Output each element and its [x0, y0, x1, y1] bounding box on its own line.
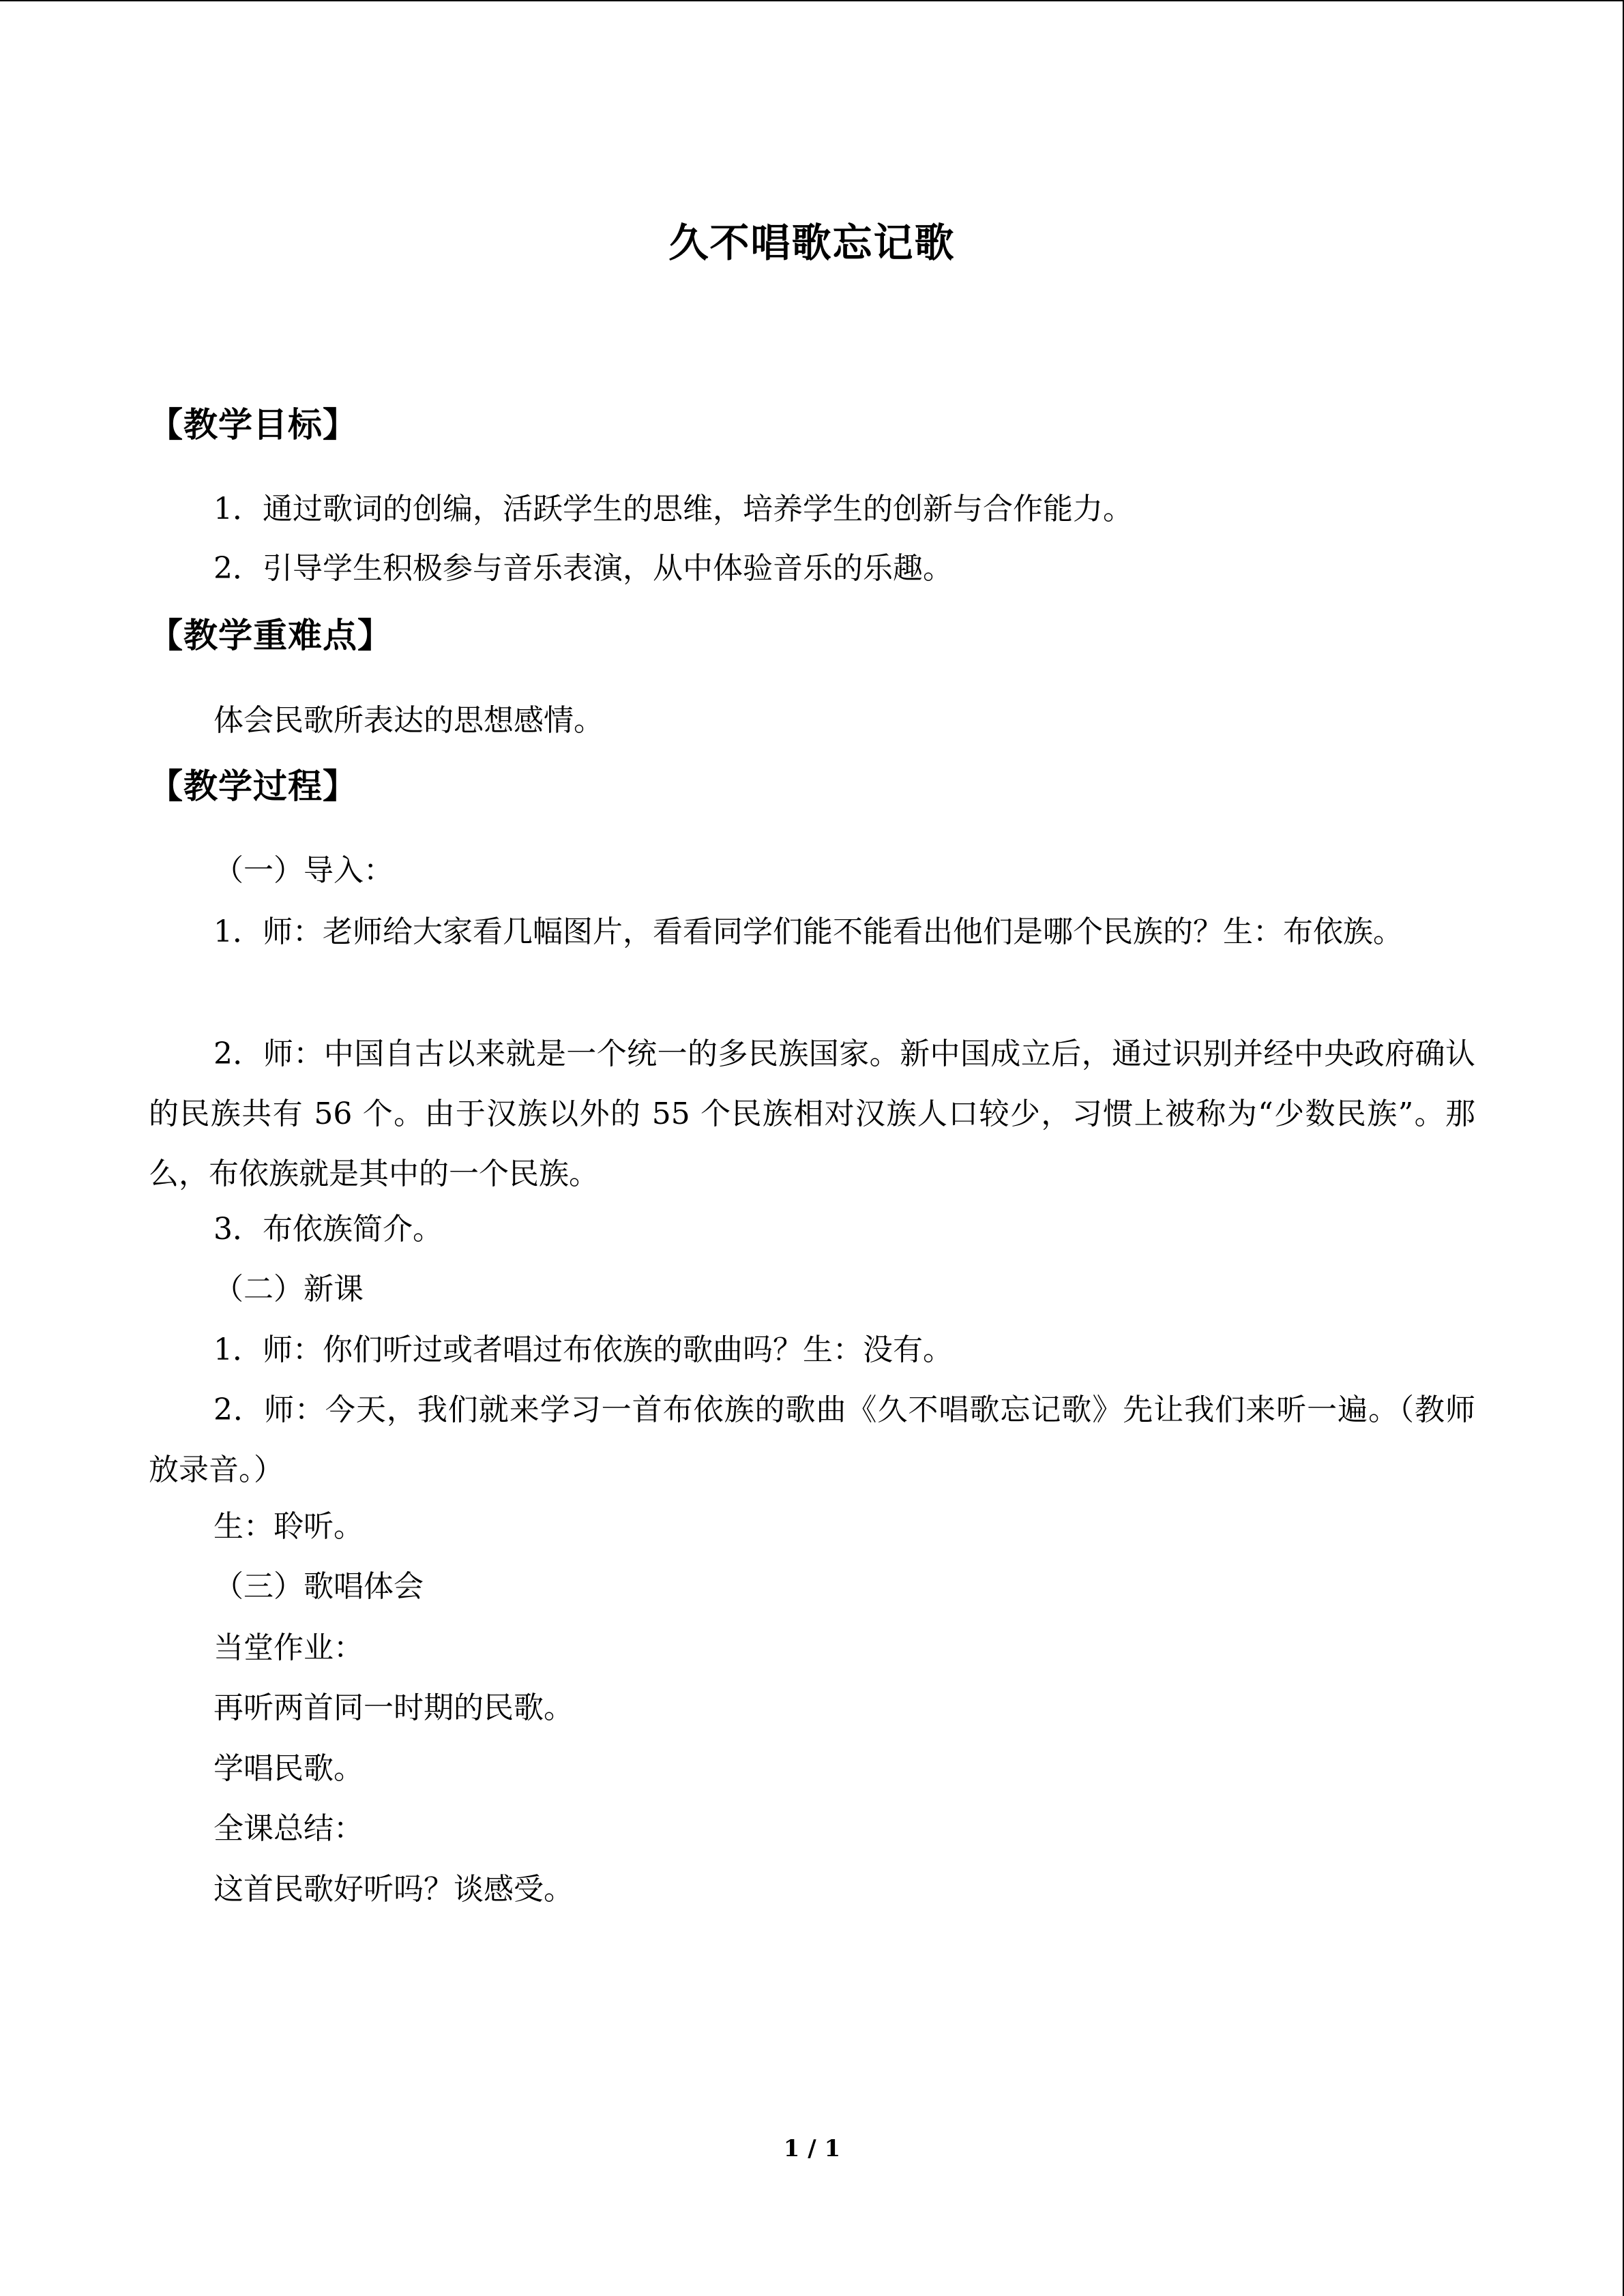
homework-item: 再听两首同一时期的民歌。 [213, 1690, 574, 1725]
section-heading-objectives: 【教学目标】 [149, 404, 357, 445]
process-part-label: （一）导入： [213, 853, 394, 888]
homework-label: 当堂作业： [213, 1630, 364, 1665]
process-paragraph: 3．布依族简介。 [213, 1212, 443, 1247]
section-heading-key-points: 【教学重难点】 [149, 615, 392, 655]
summary-label: 全课总结： [213, 1811, 364, 1846]
section-heading-process: 【教学过程】 [149, 766, 357, 806]
process-part-label: （三）歌唱体会 [213, 1569, 424, 1604]
objective-item: 1．通过歌词的创编，活跃学生的思维，培养学生的创新与合作能力。 [213, 492, 1133, 526]
page-title: 久不唱歌忘记歌 [668, 220, 956, 266]
process-paragraph: 生：聆听。 [213, 1509, 364, 1544]
process-paragraph: 2．师：今天，我们就来学习一首布依族的歌曲《久不唱歌忘记歌》先让我们来听一遍。（教师放录音。） [149, 1392, 1475, 1487]
key-points-text: 体会民歌所表达的思想感情。 [213, 703, 604, 738]
homework-item: 学唱民歌。 [213, 1751, 364, 1786]
summary-text: 这首民歌好听吗？谈感受。 [213, 1872, 574, 1907]
objective-item: 2．引导学生积极参与音乐表演，从中体验音乐的乐趣。 [213, 551, 953, 586]
process-paragraph: 1．师：老师给大家看几幅图片，看看同学们能不能看出他们是哪个民族的？生：布依族。 [213, 914, 1403, 949]
process-paragraph: 2．师：中国自古以来就是一个统一的多民族国家。新中国成立后，通过识别并经中央政府确认的民族共有 56 个。由于汉族以外的 55 个民族相对汉族人口较少，习惯上被称为“少数民族”。那么，布依族就是其中的一个民族。 [149, 1037, 1475, 1191]
page-number: 1 / 1 [783, 2135, 841, 2162]
process-paragraph: 1．师：你们听过或者唱过布依族的歌曲吗？生：没有。 [213, 1332, 953, 1367]
process-part-label: （二）新课 [213, 1272, 364, 1307]
